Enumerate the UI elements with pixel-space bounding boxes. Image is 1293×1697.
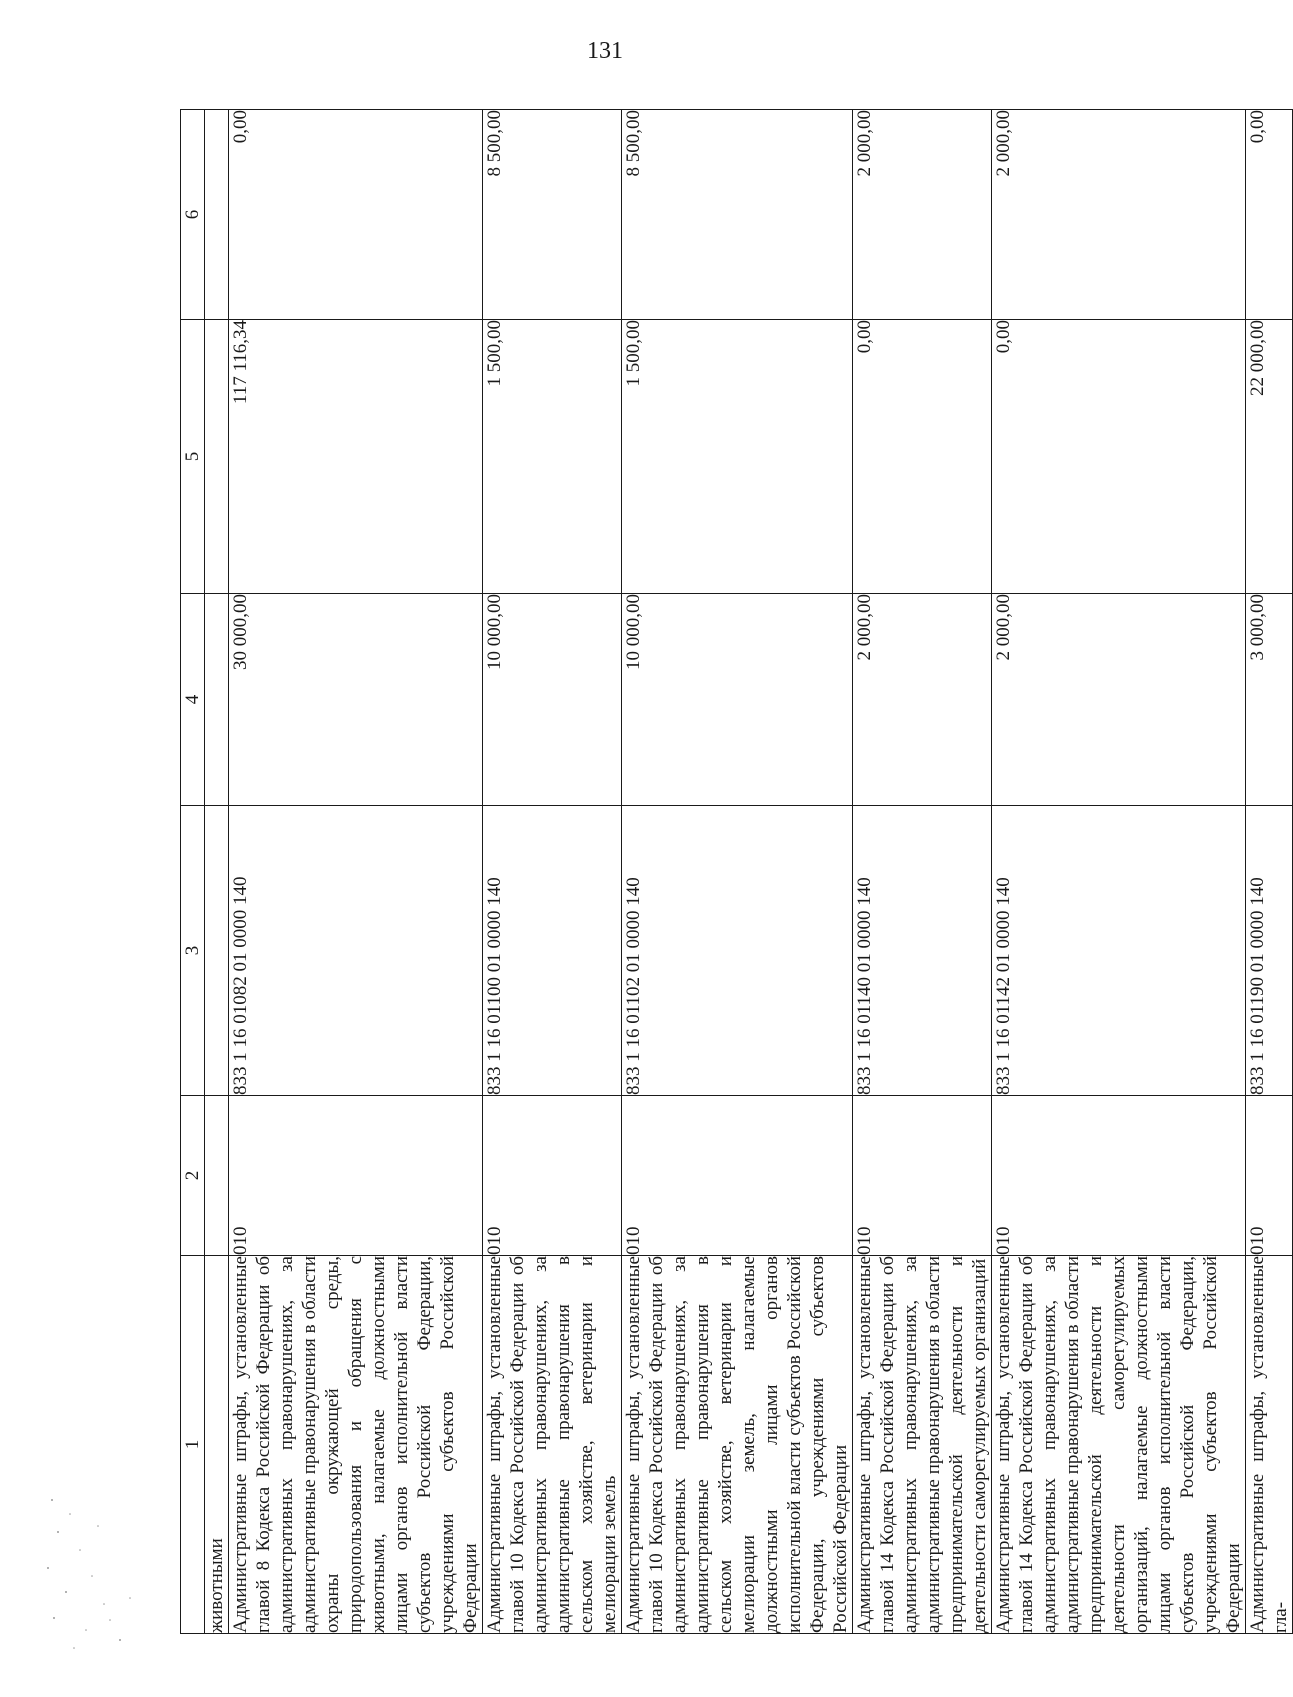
table-cell [205,320,229,594]
table-row [992,110,1246,1634]
header-cell: 4 [181,594,205,806]
amount-cell: 0,00 [992,320,1246,594]
amount-cell: 2 000,00 [992,110,1246,320]
rotated-table-container [180,110,1291,1634]
amount-cell: 3 000,00 [1246,594,1293,806]
description-cell: Административные штрафы, установленные главой 14 Кодекса Российской Федерации об административных правонарушениях, за административные правонарушения в области предпринимательской деятельности и деятельности саморегулируемых организаций [854,1256,990,1633]
table-cell [205,806,229,1096]
header-cell: 6 [181,110,205,320]
page-number: 131 [587,38,623,64]
amount-cell: 30 000,00 [229,594,483,806]
header-cell: 2 [181,1096,205,1256]
table-cell [205,110,229,320]
budget-code-cell: 833 1 16 01100 01 0000 140 [483,806,622,1096]
table-cell [205,594,229,806]
line-code-cell: 010 [992,1096,1246,1256]
amount-cell: 1 500,00 [622,320,853,594]
amount-cell: 0,00 [229,110,483,320]
budget-code-cell: 833 1 16 01190 01 0000 140 [1246,806,1293,1096]
table-row [1246,110,1293,1634]
table-row [622,110,853,1634]
table-row [229,110,483,1634]
description-cell: Административные штрафы, установленные главой 10 Кодекса Российской Федерации об административных правонарушениях, за административные правонарушения в сельском хозяйстве, ветеринарии и мелиорации земель [484,1256,620,1633]
description-cell: Административные штрафы, установленные главой 8 Кодекса Российской Федерации об административных правонарушениях, за административные правонарушения в области охраны окружающей среды, природопользования и обращения с животными, налагаемые должностными лицами органов исполнительной власти субъектов Российской Федерации, учреждениями субъектов Российской Федерации [230,1256,481,1633]
budget-code-cell: 833 1 16 01142 01 0000 140 [992,806,1246,1096]
table-row [483,110,622,1634]
line-code-cell: 010 [622,1096,853,1256]
amount-cell: 2 000,00 [853,110,992,320]
budget-code-cell: 833 1 16 01082 01 0000 140 [229,806,483,1096]
header-cell: 1 [181,1256,205,1634]
amount-cell: 8 500,00 [483,110,622,320]
table-row [205,110,229,1634]
description-cell: Административные штрафы, установленные гла- [1247,1256,1291,1633]
line-code-cell: 010 [1246,1096,1293,1256]
amount-cell: 1 500,00 [483,320,622,594]
amount-cell: 2 000,00 [992,594,1246,806]
header-cell: 5 [181,320,205,594]
amount-cell: 8 500,00 [622,110,853,320]
amount-cell: 10 000,00 [622,594,853,806]
scan-noise-decoration [40,1480,150,1660]
budget-code-cell: 833 1 16 01140 01 0000 140 [853,806,992,1096]
amount-cell: 0,00 [1246,110,1293,320]
amount-cell: 22 000,00 [1246,320,1293,594]
line-code-cell: 010 [229,1096,483,1256]
table-header-row [181,110,205,1634]
revenue-table [180,109,1293,1634]
line-code-cell: 010 [853,1096,992,1256]
budget-code-cell: 833 1 16 01102 01 0000 140 [622,806,853,1096]
amount-cell: 0,00 [853,320,992,594]
table-cell [205,1096,229,1256]
continuation-cell: животными [205,1256,229,1634]
table-row [853,110,992,1634]
description-cell: Административные штрафы, установленные главой 14 Кодекса Российской Федерации об административных правонарушениях, за административные правонарушения в области предпринимательской деятельности и деятельности саморегулируемых организаций, налагаемые должностными лицами органов исполнительной власти субъектов Российской Федерации, учреждениями субъектов Российской Федерации [993,1256,1244,1633]
amount-cell: 117 116,34 [229,320,483,594]
header-cell: 3 [181,806,205,1096]
amount-cell: 2 000,00 [853,594,992,806]
line-code-cell: 010 [483,1096,622,1256]
description-cell: Административные штрафы, установленные главой 10 Кодекса Российской Федерации об административных правонарушениях, за административные правонарушения в сельском хозяйстве, ветеринарии и мелиорации земель, налагаемые должностными лицами органов исполнительной власти субъектов Российской Федерации, учреждениями субъектов Российской Федерации [623,1256,851,1633]
amount-cell: 10 000,00 [483,594,622,806]
